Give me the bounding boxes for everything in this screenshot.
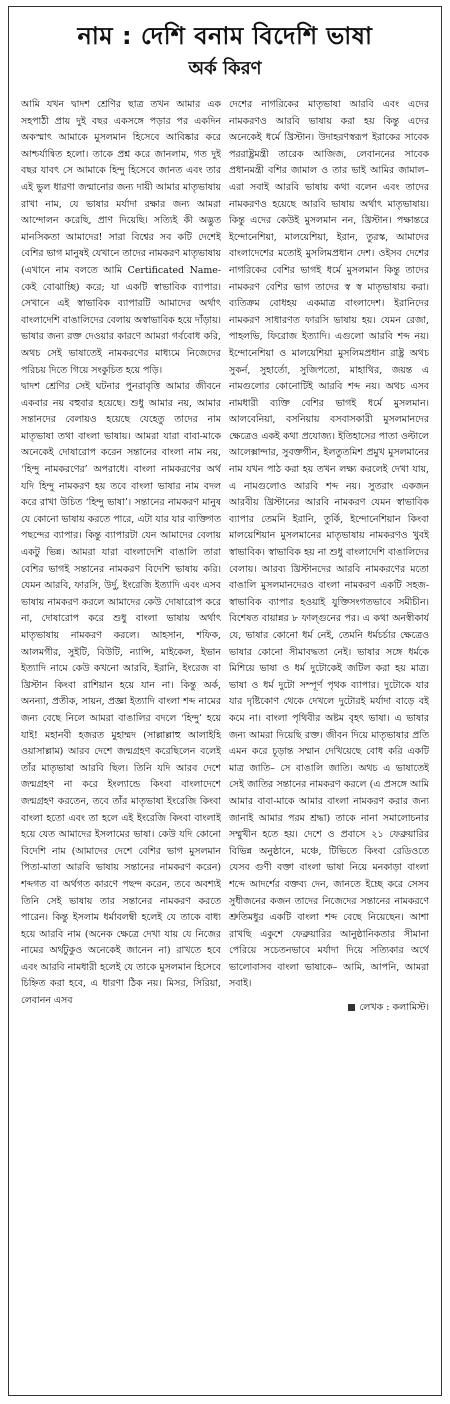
paragraph: দ্বাদশ শ্রেণির সেই ঘটনার পুনরাবৃত্তি আমার জীবনে একবার নয় বহুবার হয়েছে। শুধু আমার নয়, আমার সন্তানদের বেলায়ও হয়েছে যেহেতু তাদের নাম মাতৃভাষা তথা বাংলা ভাষায়। আমরা যারা বাবা-মাকে অনেকেই দোষারোপ করেন সন্তানের বাংলা নাম নয়, ‘হিন্দু নামকরণের’ অপরাধে। বাংলা নামকরণের অর্থ যদি হিন্দু নামকরণ হয় তবে বাংলা ভাষার নাম বদল করে রাখা উচিত ‘হিন্দু ভাষা’। সন্তানের নামকরণ মানুষ যে কোনো ভাষায় করতে পারে, এটা যার যার ব্যক্তিগত পছন্দের ব্যাপার। কিন্তু ব্যাপারটা যেন আমাদের বেলায় একটু ভিন্ন। আমরা যারা বাংলাদেশি বাঙালি তারা বেশির ভাগই সন্তানের নামকরণ বিদেশি ভাষায় করি। যেমন আরবি, ফারসি, উর্দু, ইংরেজি ইত্যাদি এবং এসব ভাষায় নামকরণ করলে আমাদের কেউ দোষারোপ করে না, দোষারোপ করে শুধু বাংলা ভাষায় অর্থাৎ মাতৃভাষায় নামকরণ করলে। আহসান, শফিক, আলমগীর, সুইটি, বিউটি, ন্যান্সি, মাইকেল, ইভান ইত্যাদি নামে কেউ কখনো আরবি, ইরানি, ইংরেজ বা খ্রিস্টান কিংবা রাশিয়ান হয়ে যান না। কিন্তু অর্ক, অনন্যা, প্রতীক, সায়ন, প্রজ্ঞা ইত্যাদি বাংলা শব্দ নামের জন্য বেছে নিলে আমরা বাঙালির বদলে ‘হিন্দু’ হয়ে যাই! মহানবী হজরত মুহাম্মদ (সাল্লাল্লাহু আলাইহি ওয়াসাল্লাম) আরব দেশে জন্মগ্রহণ করেছিলেন বলেই তাঁর মাতৃভাষা আরবি ছিল। তিনি যদি আরব দেশে জন্মগ্রহণ না করে ইংল্যান্ডে কিংবা বাংলাদেশে জন্মগ্রহণ করতেন, তবে তাঁর মাতৃভাষা ইংরেজি কিংবা বাংলা হতো এবং তা হলে এই ইংরেজি কিংবা বাংলাই হয়ে যেত আমাদের ইসলামের ভাষা। কেউ যদি কোনো বিদেশি নাম (আমাদের দেশে বেশির ভাগ মুসলমান পিতা-মাতা আরবি ভাষায় সন্তানের নামকরণ করেন) শব্দগত বা অর্থগত কারণে পছন্দ করেন, তবে অবশ্যই তিনি সেই ভাষায় তার সন্তানের নামকরণ করতে পারেন। কিন্তু ইসলাম ধর্মাবলম্বী হলেই যে তাকে বাধ্য হয়ে আরবি নাম (অনেক ক্ষেত্রে দেখা যায় যে নিজের নামের অর্থটুকুও অনেকেই জানেন না) রাখতে হবে এবং আরবি নামধারী হলেই যে তাকে মুসলমান হিসেবে চিহ্নিত করা হবে, এ ধারণা ঠিক নয়। মিসর, সিরিয়া, লেবানন এসব [21, 381, 221, 1007]
paragraph: দেশের নাগরিকের মাতৃভাষা আরবি এবং এদের নামকরণও আরবি ভাষায় করা হয় কিন্তু এদের অনেকেই ধর্মে খ্রিস্টান। উদাহরণস্বরূপ ইরাকের সাবেক পররাষ্ট্রমন্ত্রী তারেক আজিজ, লেবাননের সাবেক প্রধানমন্ত্রী বশির জামাল ও তার ভাই আমির জামাল–এরা সবাই আরবি ভাষায় কথা বলেন এবং তাদের নামকরণও হয়েছে আরবি ভাষায় অর্থাৎ মাতৃভাষায়। কিন্তু এদের কেউই মুসলমান নন, খ্রিস্টান। পক্ষান্তরে ইন্দোনেশিয়া, মালয়েশিয়া, ইরান, তুরস্ক, আমাদের বাংলাদেশের মতোই মুসলিমপ্রধান দেশ। ওইসব দেশের নাগরিকের বেশির ভাগই ধর্মে মুসলমান কিন্তু তাদের নামকরণ বেশির ভাগ তাদের স্ব স্ব মাতৃভাষায় করা। ব্যতিক্রম বোধহয় একমাত্র বাংলাদেশ। ইরানিদের নামকরণ সাধারণত ফারসি ভাষায় হয়। যেমন রেজা, পাহলভি, ফিরোজ ইত্যাদি। এগুলো আরবি শব্দ নয়। ইন্দোনেশিয়া ও মালয়েশিয়া মুসলিমপ্রধান রাষ্ট্র অথচ সুকর্ন, সুহার্তো, সুজিপতো, মাহাথির, জয়ন্ত এ নামগুলোর কোনোটিই আরবি শব্দ নয়। অথচ এসব নামধারী ব্যক্তি বেশির ভাগই ধর্মে মুসলমান। আলবেনিয়া, বসনিয়ায় বসবাসকারী মুসলমানদের ক্ষেত্রেও একই কথা প্রযোজ্য। ইতিহাসের পাতা ওল্টালে আলেক্সান্দার, সুবক্তগীন, ইলতুতমিশ প্রমুখ মুসলমানের নাম যখন পাঠ করা হয় তখন লক্ষ্য করলেই দেখা যায়, এ নামগুলোও আরবি শব্দ নয়। সুতরাং একজন আরবীয় খ্রিস্টানের আরবি নামকরণ যেমন স্বাভাবিক ব্যাপার তেমনি ইরানি, তুর্কি, ইন্দোনেশিয়ান কিংবা মালয়েশিয়ান মুসলমানের মাতৃভাষায় নামকরণও খুবই স্বাভাবিক। স্বাভাবিক হয় না শুধু বাংলাদেশি বাঙালিদের বেলায়। আরব্য খ্রিস্টানদের আরবি নামকরণের মতো বাঙালি মুসলমানদেরও বাংলা নামকরণ একটি সহজ-স্বাভাবিক ব্যাপার হওয়াই যুক্তিসংগতভাবে সমীচীন। বিশেষত বায়ান্নর ৮ ফাল্গুনের পর। এ কথা অনস্বীকার্য যে, ভাষার কোনো ধর্ম নেই, তেমনি ধর্মচর্চার ক্ষেত্রেও ভাষার কোনো সীমাবদ্ধতা নেই। ভাষার সঙ্গে ধর্মকে মিশিয়ে ভাষা ও ধর্ম দুটোকেই জটিল করা হয় মাত্র। ভাষা ও ধর্ম দুটো সম্পূর্ণ পৃথক ব্যাপার। দুটোকে যার যার দৃষ্টিকোণ থেকে দেখলে দুটোরই মর্যাদা বাড়ে বই কমে না। বাংলা পৃথিবীর অষ্টম বৃহৎ ভাষা। এ ভাষার জন্য আমরা দিয়েছি রক্ত। জীবন দিয়ে মাতৃভাষার প্রতি এমন করে চূড়ান্ত সম্মান দেখিয়েছে বোধ করি একটি মাত্র জাতি– সে বাঙালি জাতি। অথচ এ ভাষাতেই সেই জাতির সন্তানের নামকরণ করলে (এ প্রসঙ্গে আমি আমার বাবা-মাকে আমার বাংলা নামকরণ করার জন্য জানাই আমার পরম শ্রদ্ধা) তাকে নানা সমালোচনার সম্মুখীন হতে হয়। দেশে ও প্রবাসে ২১ ফেব্রুয়ারির বিভিন্ন অনুষ্ঠানে, মঞ্চে, টিভিতে কিংবা রেডিওতে যেসব গুণী বক্তা বাংলা ভাষা নিয়ে মনকাড়া বাংলা শব্দে আদর্শের বক্তব্য দেন, জানতে ইচ্ছে করে সেসব সুধীজনের কজন তাদের নিজেদের সন্তানের নামকরণে শ্রুতিমধুর একটি বাংলা শব্দ বেছে নিয়েছেন। আশা রাখছি একুশে ফেব্রুয়ারির আনুষ্ঠানিকতার সীমানা পেরিয়ে সচেতনভাবে মর্যাদা দিয়ে সত্যিকার অর্থে ভালোবাসব বাংলা ভাষাকে– আমি, আপনি, আমরা সবাই। [229, 99, 429, 990]
author-byline: অর্ক কিরণ [188, 58, 262, 79]
author-note-text: লেখক : কলামিস্ট। [359, 1002, 429, 1014]
square-bullet-icon [348, 1004, 355, 1011]
article-title: নাম : দেশি বনাম বিদেশি ভাষা [77, 22, 373, 50]
author-note [229, 1001, 429, 1015]
article-frame [8, 6, 442, 1396]
article-column-left [21, 97, 221, 1387]
article-columns [21, 97, 429, 1387]
paragraph: আমি যখন দ্বাদশ শ্রেণির ছাত্র তখন আমার এক সহপাঠী প্রায় দুই বছর একসঙ্গে পড়ার পর একদিন অকস্মাৎ আমাকে মুসলমান হিসেবে আবিষ্কার করে আশ্চর্যান্বিত হলো। তাকে প্রশ্ন করে জানলাম, গত দুই বছর যাবৎ সে আমাকে হিন্দু হিসেবে জানত এবং তার এই ভুল ধারণা জন্মানোর জন্য দায়ী আমার মাতৃভাষায় রাখা নাম, যে ভাষার মর্যাদা রক্ষার জন্য আমরা আন্দোলন করেছি, প্রাণ দিয়েছি। সত্যিই কী অদ্ভুত মানসিকতা আমাদের! সারা বিশ্বের সব কটি দেশেই বেশির ভাগ মানুষই যেখানে তাদের নামকরণ মাতৃভাষায় (এখানে নাম বলতে আমি Certificated Name-কেই বোঝাচ্ছি) করে; যা একটি স্বাভাবিক ব্যাপার। সেখানে এই স্বাভাবিক ব্যাপারটি আমাদের অর্থাৎ বাংলাদেশি বাঙালিদের বেলায় অস্বাভাবিক হয়ে দাঁড়ায়। ভাষার জন্য রক্ত দেওয়ার কারণে আমরা গর্ববোধ করি, অথচ সেই ভাষাতেই নামকরণের মাধ্যমে নিজেদের পরিচয় দিতে গিয়ে সংকুচিত হয়ে পড়ি। [21, 99, 221, 376]
article-column-right [229, 97, 429, 1387]
